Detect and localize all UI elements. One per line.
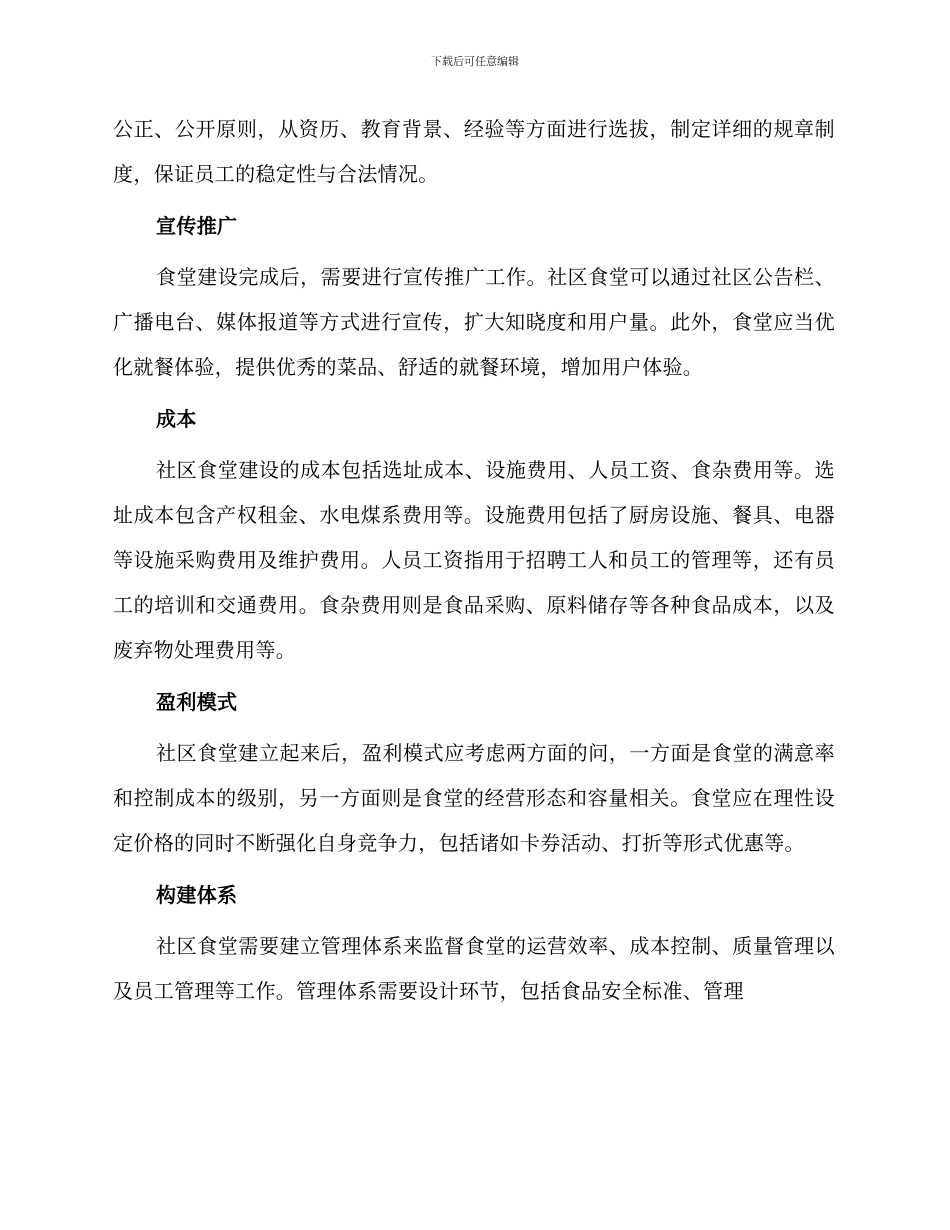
document-body [113, 107, 835, 1014]
cost-paragraph: 社区食堂建设的成本包括选址成本、设施费用、人员工资、食杂费用等。选址成本包含产权租金、水电煤系费用等。设施费用包括了厨房设施、餐具、电器等设施采购费用及维护费用。人员工资指用于招聘工人和员工的管理等，还有员工的培训和交通费用。食杂费用则是食品采购、原料储存等各种食品成本，以及废弃物处理费用等。 [113, 458, 835, 662]
section-heading-promotion: 宣传推广 [156, 214, 238, 238]
profit-model-paragraph: 社区食堂建立起来后，盈利模式应考虑两方面的问，一方面是食堂的满意率和控制成本的级别，另一方面则是食堂的经营形态和容量相关。食堂应在理性设定价格的同时不断强化自身竞争力，包括诸如卡券活动、打折等形式优惠等。 [113, 741, 835, 855]
section-heading-profit-model: 盈利模式 [156, 690, 238, 714]
section-heading-build-system: 构建体系 [156, 883, 238, 907]
build-system-paragraph: 社区食堂需要建立管理体系来监督食堂的运营效率、成本控制、质量管理以及员工管理等工作。管理体系需要设计环节，包括食品安全标准、管理 [113, 934, 835, 1003]
page-header: 下载后可任意编辑 [431, 55, 519, 68]
promotion-paragraph: 食堂建设完成后，需要进行宣传推广工作。社区食堂可以通过社区公告栏、广播电台、媒体报道等方式进行宣传，扩大知晓度和用户量。此外，食堂应当优化就餐体验，提供优秀的菜品、舒适的就餐环境，增加用户体验。 [113, 265, 835, 379]
section-heading-cost: 成本 [156, 407, 197, 431]
intro-paragraph: 公正、公开原则，从资历、教育背景、经验等方面进行选拔，制定详细的规章制度，保证员工的稳定性与合法情况。 [113, 117, 835, 186]
